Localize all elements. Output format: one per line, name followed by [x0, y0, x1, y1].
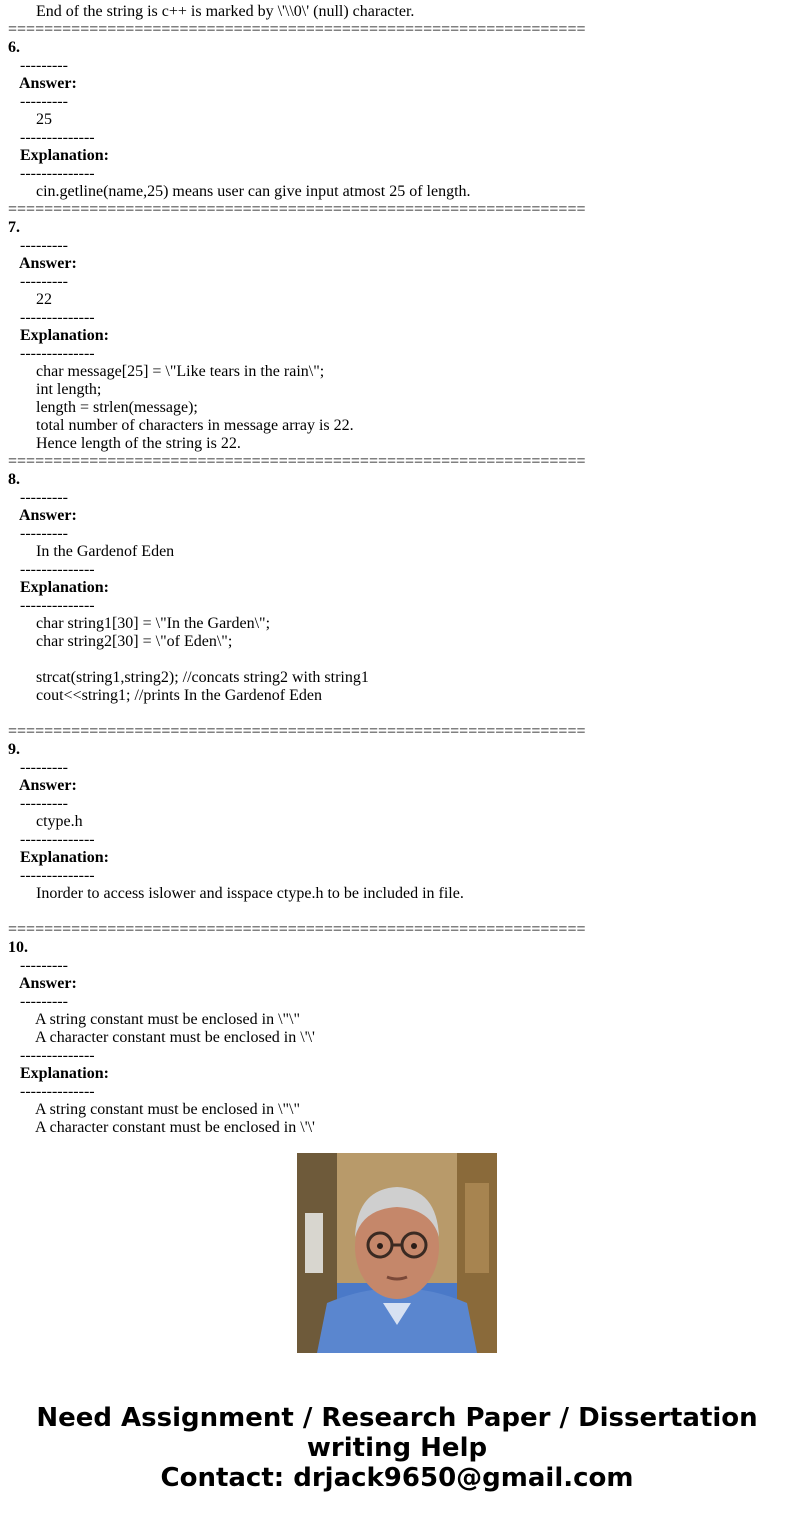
- explanation-line: total number of characters in message array is 22.: [36, 417, 354, 434]
- promo-line: writing Help: [306, 1433, 488, 1463]
- long-dash: --------------: [20, 1083, 95, 1100]
- answer-text: 22: [36, 291, 52, 308]
- long-dash: --------------: [20, 165, 95, 182]
- explanation-line: A character constant must be enclosed in \'\': [35, 1119, 315, 1136]
- separator: ================================================================: [8, 21, 586, 38]
- explanation-heading: Explanation:: [20, 147, 109, 164]
- contact-line: Contact: drjack9650@gmail.com: [160, 1463, 634, 1493]
- answer-heading: Answer:: [19, 75, 77, 92]
- explanation-line: char message[25] = \"Like tears in the rain\";: [36, 363, 325, 380]
- long-dash: --------------: [20, 867, 95, 884]
- answer-text: In the Gardenof Eden: [36, 543, 175, 560]
- short-dash: ---------: [20, 993, 68, 1010]
- blank-line: [8, 705, 788, 723]
- long-dash: --------------: [20, 561, 95, 578]
- question-number: 6.: [8, 39, 20, 56]
- explanation-heading: Explanation:: [20, 327, 109, 344]
- short-dash: ---------: [20, 57, 68, 74]
- answer-text: 25: [36, 111, 52, 128]
- long-dash: --------------: [20, 597, 95, 614]
- short-dash: ---------: [20, 759, 68, 776]
- long-dash: --------------: [20, 1047, 95, 1064]
- question-number: 7.: [8, 219, 20, 236]
- intro-line: End of the string is c++ is marked by \'\\0\' (null) character.: [36, 3, 415, 20]
- answer-text: ctype.h: [36, 813, 83, 830]
- short-dash: ---------: [20, 93, 68, 110]
- explanation-line: char string1[30] = \"In the Garden\";: [36, 615, 271, 632]
- short-dash: ---------: [20, 489, 68, 506]
- blank-line: [8, 903, 788, 921]
- promo-line: Need Assignment / Research Paper / Dissertation: [36, 1403, 758, 1433]
- portrait-image: [297, 1153, 497, 1353]
- long-dash: --------------: [20, 831, 95, 848]
- explanation-heading: Explanation:: [20, 579, 109, 596]
- explanation-line: Inorder to access islower and isspace ctype.h to be included in file.: [36, 885, 464, 902]
- answer-text: A character constant must be enclosed in \'\': [35, 1029, 315, 1046]
- short-dash: ---------: [20, 273, 68, 290]
- question-number: 9.: [8, 741, 20, 758]
- tutor-photo: [297, 1153, 497, 1353]
- answer-heading: Answer:: [19, 255, 77, 272]
- explanation-line: A string constant must be enclosed in \"\": [35, 1101, 301, 1118]
- answer-heading: Answer:: [19, 975, 77, 992]
- answer-text: A string constant must be enclosed in \"\": [35, 1011, 301, 1028]
- promo-banner: [0, 1403, 794, 1493]
- long-dash: --------------: [20, 129, 95, 146]
- short-dash: ---------: [20, 795, 68, 812]
- explanation-line: cin.getline(name,25) means user can give input atmost 25 of length.: [36, 183, 471, 200]
- explanation-line: int length;: [36, 381, 102, 398]
- explanation-heading: Explanation:: [20, 849, 109, 866]
- blank-line: [8, 651, 788, 669]
- answer-heading: Answer:: [19, 777, 77, 794]
- explanation-line: cout<<string1; //prints In the Gardenof Eden: [36, 687, 322, 704]
- long-dash: --------------: [20, 309, 95, 326]
- separator: ================================================================: [8, 453, 586, 470]
- short-dash: ---------: [20, 525, 68, 542]
- separator: ================================================================: [8, 921, 586, 938]
- explanation-line: Hence length of the string is 22.: [36, 435, 241, 452]
- short-dash: ---------: [20, 957, 68, 974]
- question-number: 10.: [8, 939, 28, 956]
- short-dash: ---------: [20, 237, 68, 254]
- long-dash: --------------: [20, 345, 95, 362]
- explanation-line: char string2[30] = \"of Eden\";: [36, 633, 233, 650]
- qa-document: [8, 3, 788, 1136]
- answer-heading: Answer:: [19, 507, 77, 524]
- separator: ================================================================: [8, 201, 586, 218]
- explanation-line: length = strlen(message);: [36, 399, 198, 416]
- explanation-line: strcat(string1,string2); //concats string2 with string1: [36, 669, 369, 686]
- question-number: 8.: [8, 471, 20, 488]
- separator: ================================================================: [8, 723, 586, 740]
- explanation-heading: Explanation:: [20, 1065, 109, 1082]
